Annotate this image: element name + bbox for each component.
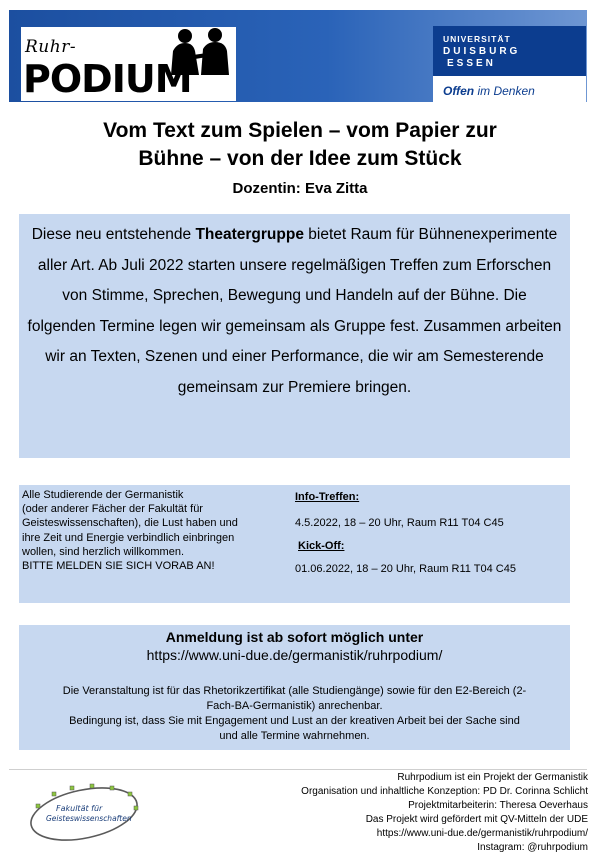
lecturer-line: Dozentin: Eva Zitta [232, 180, 368, 197]
audience-line: BITTE MELDEN SIE SICH VORAB AN! [22, 560, 215, 573]
ude-line-duisburg: DUISBURG [443, 46, 521, 57]
logo-script-text: Ruhr- [25, 37, 77, 57]
faculty-line-1: Fakultät für [56, 804, 103, 813]
info-treffen-value: 4.5.2022, 18 – 20 Uhr, Raum R11 T04 C45 [295, 517, 504, 529]
faculty-line-2: Geisteswissenschaften [46, 814, 132, 823]
intro-text [27, 220, 562, 403]
conditions-line: Die Veranstaltung ist für das Rhetorikzertifikat (alle Studiengänge) sowie für den E2-Bereich (2- [62, 685, 527, 697]
audience-line: wollen, sind herzlich willkommen. [22, 545, 185, 558]
conditions-line: und alle Termine wahrnehmen. [219, 730, 370, 742]
intro-text-post: bietet Raum für Bühnenexperimente aller Art. Ab Juli 2022 starten unsere regelmäßigen Treffen zum Erforschen von Stimme, Sprechen, Bewegung und Handeln auf der Bühne. Die folgenden Termine legen wir gemeinsam als Gruppe fest. Zusammen arbeiten wir an Texten, Szenen und einer Performance, die wir am Semesterende gemeinsam zur Premiere bringen. [27, 226, 562, 396]
logo-main-text: PODIUM [23, 57, 192, 101]
audience-line: Geisteswissenschaften), die Lust haben und [22, 517, 238, 530]
registration-box [19, 625, 570, 750]
title-line-1: Vom Text zum Spielen – vom Papier zur [103, 119, 497, 142]
intro-text-pre: Diese neu entstehende [31, 226, 196, 243]
footer-credits [188, 771, 588, 855]
faculty-logo [22, 780, 158, 842]
ude-logo [433, 26, 586, 104]
header-banner [9, 10, 587, 102]
footer-link[interactable]: https://www.uni-due.de/germanistik/ruhrpodium/ [376, 828, 588, 839]
footer-line: Projektmitarbeiterin: Theresa Oeverhaus [408, 800, 588, 811]
info-treffen-label: Info-Treffen: [295, 491, 360, 503]
audience-line: (oder anderer Fächer der Fakultät für [22, 503, 203, 516]
registration-conditions [25, 684, 564, 744]
intro-box [19, 214, 570, 458]
intro-text-bold: Theatergruppe [195, 226, 304, 243]
conditions-line: Fach-BA-Germanistik) anrechenbar. [206, 700, 383, 712]
ude-line-universitaet: UNIVERSITÄT [443, 34, 511, 44]
footer-instagram[interactable]: Instagram: @ruhrpodium [477, 842, 588, 853]
registration-link[interactable]: https://www.uni-due.de/germanistik/ruhrpodium/ [146, 647, 443, 663]
footer-line: Ruhrpodium ist ein Projekt der Germanistik [397, 772, 588, 783]
registration-heading: Anmeldung ist ab sofort möglich unter [165, 629, 424, 645]
audience-line: Alle Studierende der Germanistik [22, 489, 184, 501]
info-box [19, 485, 570, 603]
audience-line: ihre Zeit und Energie verbindlich einbringen [22, 531, 235, 544]
kickoff-value: 01.06.2022, 18 – 20 Uhr, Raum R11 T04 C45 [295, 563, 516, 575]
ude-slogan [443, 84, 535, 98]
kickoff-label: Kick-Off: [298, 540, 345, 552]
ude-line-essen: ESSEN [447, 58, 496, 69]
footer-line: Organisation und inhaltliche Konzeption: PD Dr. Corinna Schlicht [301, 786, 588, 797]
ude-slogan-bold: Offen [443, 84, 475, 98]
footer-divider [9, 769, 587, 770]
ruhrpodium-logo [21, 27, 236, 101]
title-line-2: Bühne – von der Idee zum Stück [138, 147, 462, 170]
conditions-line: Bedingung ist, dass Sie mit Engagement und Lust an der kreativen Arbeit bei der Sache sind [69, 715, 520, 727]
ude-logo-block [433, 26, 586, 76]
page-title [0, 117, 600, 173]
footer-line: Das Projekt wird gefördert mit QV-Mitteln der UDE [365, 814, 588, 825]
audience-text [22, 488, 280, 573]
ude-slogan-rest: im Denken [474, 84, 535, 98]
